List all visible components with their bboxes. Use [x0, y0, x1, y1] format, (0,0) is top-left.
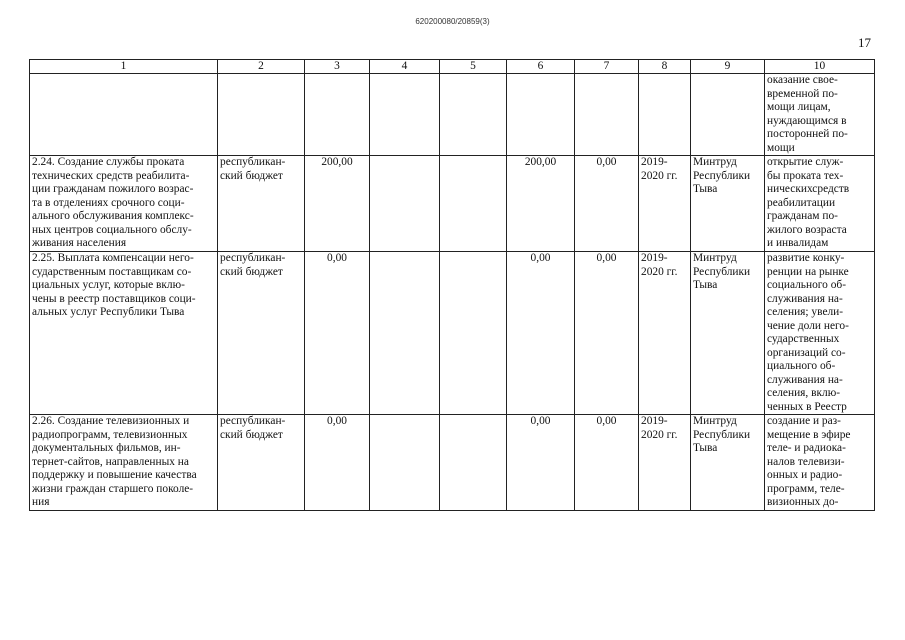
expected-result: развитие конку- ренции на рынке социального об- служивания на- селения; увели- чение доли него- сударственных организаций со- циального об- служивания на- селения, вклю- ченных в Реестр [765, 252, 875, 415]
amount-col4 [370, 252, 440, 415]
amount-col5 [440, 252, 507, 415]
expected-result: открытие служ- бы проката тех- ническихсредств реабилитации гражданам по- жилого возраста и инвалидам [765, 156, 875, 252]
table-row [30, 415, 875, 511]
column-number: 4 [370, 60, 440, 74]
table-cell [218, 74, 305, 156]
responsible: Минтруд Республики Тыва [691, 156, 765, 252]
table-row [30, 252, 875, 415]
table-cell [691, 74, 765, 156]
table-cell [30, 74, 218, 156]
table-cell [440, 74, 507, 156]
total-amount: 0,00 [305, 415, 370, 511]
table-cell [305, 74, 370, 156]
table-cell [575, 74, 639, 156]
document-code: 620200080/20859(3) [415, 17, 490, 26]
measure-name: 2.25. Выплата компенсации него- сударственным поставщикам со- циальных услуг, которые вклю- чены в реестр поставщиков соци- альных услуг Республики Тыва [30, 252, 218, 415]
column-number: 10 [765, 60, 875, 74]
amount-col5 [440, 156, 507, 252]
column-number: 9 [691, 60, 765, 74]
expected-result: создание и раз- мещение в эфире теле- и радиока- налов телевизи- онных и радио- программ, теле- визионных до- [765, 415, 875, 511]
column-number: 2 [218, 60, 305, 74]
column-number: 8 [639, 60, 691, 74]
column-number: 1 [30, 60, 218, 74]
amount-col4 [370, 415, 440, 511]
responsible: Минтруд Республики Тыва [691, 252, 765, 415]
table-cell [639, 74, 691, 156]
program-table [29, 59, 875, 511]
period: 2019- 2020 гг. [639, 156, 691, 252]
amount-2020: 0,00 [575, 252, 639, 415]
column-number: 5 [440, 60, 507, 74]
column-number: 6 [507, 60, 575, 74]
funding-source: республикан- ский бюджет [218, 156, 305, 252]
amount-col4 [370, 156, 440, 252]
funding-source: республикан- ский бюджет [218, 252, 305, 415]
column-number: 3 [305, 60, 370, 74]
amount-2020: 0,00 [575, 156, 639, 252]
responsible: Минтруд Республики Тыва [691, 415, 765, 511]
period: 2019- 2020 гг. [639, 415, 691, 511]
total-amount: 0,00 [305, 252, 370, 415]
table-cell [507, 74, 575, 156]
expected-result: оказание свое- временной по- мощи лицам, нуждающимся в посторонней по- мощи [765, 74, 875, 156]
measure-name: 2.26. Создание телевизионных и радиопрограмм, телевизионных документальных фильмов, ин- тернет-сайтов, направленных на поддержку и повышение качества жизни граждан старшего поколе- ния [30, 415, 218, 511]
period: 2019- 2020 гг. [639, 252, 691, 415]
page-number: 17 [858, 35, 871, 50]
total-amount: 200,00 [305, 156, 370, 252]
amount-col5 [440, 415, 507, 511]
amount-2020: 0,00 [575, 415, 639, 511]
column-number: 7 [575, 60, 639, 74]
continuation-row [30, 74, 875, 156]
amount-2019: 200,00 [507, 156, 575, 252]
amount-2019: 0,00 [507, 252, 575, 415]
table-cell [370, 74, 440, 156]
column-number-row [30, 60, 875, 74]
amount-2019: 0,00 [507, 415, 575, 511]
table-row [30, 156, 875, 252]
funding-source: республикан- ский бюджет [218, 415, 305, 511]
measure-name: 2.24. Создание службы проката технических средств реабилита- ции гражданам пожилого возрас- та в отделениях срочного соци- ального обслуживания комплекс- ных центров социального обслу- живания населения [30, 156, 218, 252]
